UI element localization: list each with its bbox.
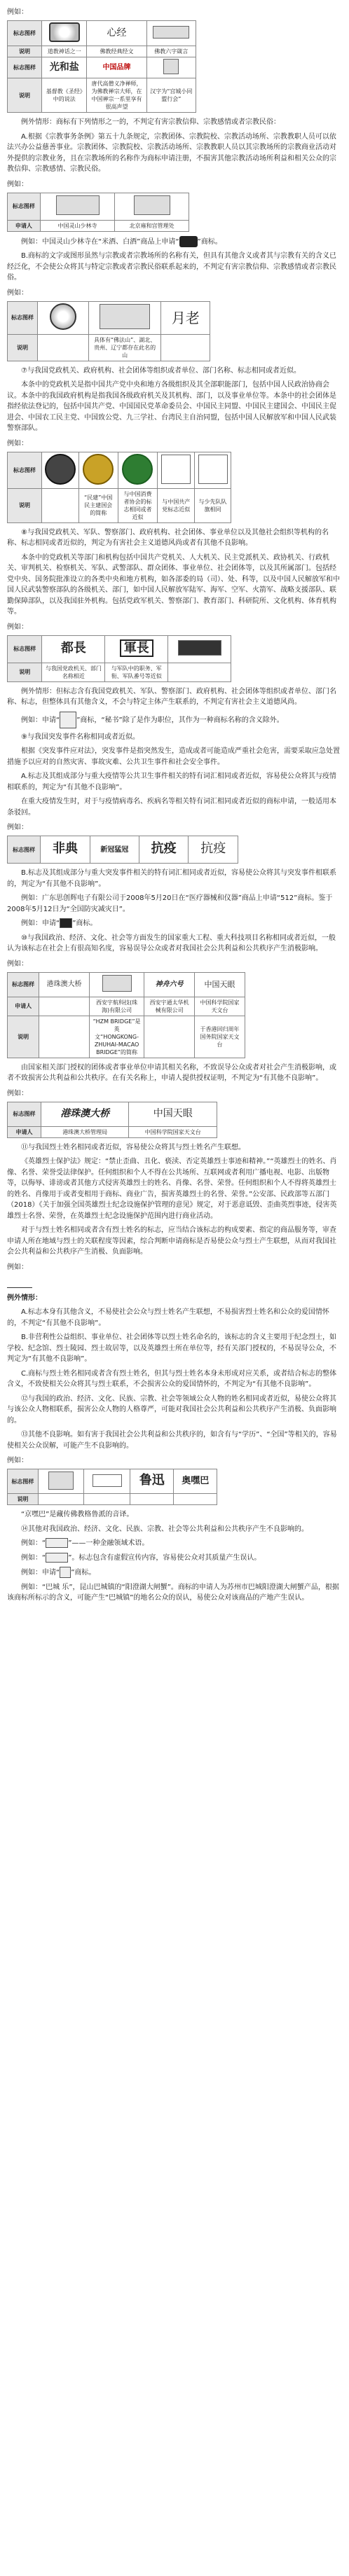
header-desc: 说明	[8, 46, 42, 57]
mark-table-projects: 标志图样 港珠澳大桥 神舟六号 中国天眼 申请人 西安宇航科技(珠海)有限公司 西安宇通太华机械有限公司 中国科学院国家天文台 说明 “HZM BRIDGE”是英文“HONGKONG-ZHUHAI-MACAO BRIDGE”的简称 于香港回归周年国务院国家天文台	[7, 972, 245, 1058]
temple-logo-icon	[56, 195, 100, 215]
mark-text: 心经	[87, 21, 146, 46]
paragraph: 例外情形：商标有下列情形之一的，不判定有害宗教信仰、宗教感情或者宗教民俗：	[21, 118, 280, 126]
martyr-name-mark-icon	[7, 1277, 32, 1288]
shaolin-mark-icon	[179, 236, 198, 247]
paragraph: A.根据《宗教事务条例》第五十九条规定，宗教团体、宗教院校、宗教活动场所、宗教教职人员可以依法兴办公益慈善事业。宗教团体、宗教院校、宗教活动场所、宗教教职人员以其宗教场所的宗教商业活动对外提供的宗教业务，且在宗教场所的名称作为商标申请注册，不损害其他宗教活动场所利益和相关公众的宗教信仰、宗教感情、宗教民俗。	[7, 132, 336, 173]
mantra-symbol-icon	[153, 26, 189, 39]
figure-mark-icon	[48, 1471, 74, 1490]
document-page: 例如： 标志图样 心经 说明 道教神话之一 佛教经典经文 佛教六字箴言 标志图样 光和盐 中国品牌 说明 基督教《圣经》中的说法 唐代高僧义净禅师，为佛教禅宗大师，在中国禅宗一系里享有很高声望 汉字为“宫城小同盟行会” 例外情形：商标有下列情形之一的，不判定有害宗教信仰、宗教感情或者宗教民俗： A.根据《宗教事务条例》第五十九条规定，宗教团体、宗教院校、宗教活动场所、宗教教职人员可以依法兴办公益慈善事业。宗教团体、宗教院校、宗教活动场所、宗教教职人员以其宗教场所的宗教商业活动对外提供的宗教业务，且在宗教场所的名称作为商标申请注册，不损害其他宗教活动场所利益和相关公众的宗教信仰、宗教感情、宗教民俗。 例如： 标志图样 申请人 中国灵山少林寺 北京雍和宫管理处 例如：中国灵山少林寺在“米酒、白酒”商品上申请“ ”商标。 B.商标的文字或图形虽然与宗教或者宗教场所的名称有关，但具有其他含义或者其与宗教有关的含义已经泛化，不会使公众将其与特定宗教或者宗教民俗联系起来的，不判定有害宗教信仰、宗教感情或者宗教民俗。 例如： 标志图样 月老 说明 具体有“佛法山”、湖北、贵州、辽宁都存在此名的山 ⑦与我国党政机关、政府机构、社会团体等组织或者单位、部门名称、标志相同或者近似。 本条中的党政机关是指中国共产党中央和地方各级组织及其全部职能部门，包括中国人民政治协商会议。本条中的我国政府机构是指我国各级政府机关及其机构、部门，以及事业单位等。本条中的社会团体是指经依法登记的，包括中国共产党、中国国民党革命委员会、中国民主同盟、中国民主建国会、中国民主促进会、中国农工民主党、中国致公党、九三学社、台湾民主自治同盟，包括中国人民解放军和中国人民武装警察部队。 例如： 标志图样 说明 “民建”中国民主建国会的简称 与中国消费者协会的标志相同或者近似 与中国共产党标志近似 与少先队队旗相同 ⑧与我国党政机关、军队、警察部门、政府机构、社会团体、事业单位以及其他社会组织等机构的名称、标志相同或者近似的，判定为有害社会主义道德风尚或者有其他不良影响。 本条中的党政机关等部门和机构包括中国共产党机关、人大机关、民主党派机关、政协机关、行政机关、审判机关、检察机关、军队、武警部队、群众团体、事业单位、社会团体等，以及其所属部门。包括经党中央、国务院批准设立的各类中央和地方机构，如各部委的局（司）、处、科等，以及中国人民解放军和中国人民武装警察部队的各级机关、部门，如中国人民解放军陆军、海军、空军、火箭军、战略支援部队、联勤保障部队，以及我国驻外机构。包括党政军机关、警察部门、教育部门、科研院所、文化机构、体育机构等。 例如： 标志图样 都長 軍長 说明 与我国党政机关、部门名称相近 与军队中的职务、军衔、军队番号等近似 例外情形：但标志含有我国党政机关、军队、警察部门、政府机构、社会团体等组织或者单位、部门名称、标志，但整体具有其他含义，不会与特定主体产生联系的，不判定有害社会主义道德风尚。 例如：申请“ ”商标，“秘书”除了是作为职位，其作为一种商标名称的含义除外。 ⑨与我国突发事件名称相同或者近似。 根据《突发事件应对法》，突发事件是指突然发生，造成或者可能造成严重社会危害，需要采取应急处置措施予以应对的自然灾害、事故灾难、公共卫生事件和社会安全事件。 A.标志及其组成部分与重大疫情等公共卫生事件相关的特有词汇相同或者近似，容易使公众将其与疫情相联系的，判定为“有其他不良影响”。 在重大疫情发生时，对于与疫情病毒名、疾病名等相关特有词汇相同或者近似的商标申请，一般适用本条驳回。 例如： 标志图样 非典 新冠猛冠 抗疫 抗疫 B.标志及其组成部分与重大突发事件相关的特有词汇相同或者近似，容易使公众将其与突发事件相联系的，判定为“有其他不良影响”。 例如：广东思创辉电子有限公司于2008年5月20日在“医疗器械和仪器”商品上申请“512”商标。鉴于2008年5月12日为“全国防灾减灾日”。 例如：申请“ ”商标。 ⑩与我国政治、经济、文化、社会等方面发生的国家重大工程、重大科技项目名称相同或者近似，一般认为该标志在社会上有很高知名度，容易误导公众或者对我国社会公共利益和公共秩序产生消极影响。 例如： 标志图样 港珠澳大桥 神舟六号 中国天眼 申请人 西安宇航科技(珠海)有限公司 西安宇通太华机械有限公司 中国科学院国家天文台 说明 “HZM BRIDGE”是英文“HONGKONG-ZHUHAI-MACAO BRIDGE”的简称 于香港回归周年国务院国家天文台 由国家相关部门授权的团体或者事业单位申请其相关名称，不致误导公众或者对社会产生消极影响，或者不致损害公共利益和公共秩序。在有关名称上，申请人提供授权证明，不判定为“有其他不良影响”。 例如： 标志图样 港珠澳大桥 中国天眼 申请人 港珠澳大桥管理局 中国科学院国家天文台 ⑪与我国烈士姓名相同或者近似，容易使公众将其与烈士姓名产生联想。 《英雄烈士保护法》规定：“禁止歪曲、丑化、亵渎、否定英雄烈士事迹和精神。”“英雄烈士的姓名、肖像、名誉、荣誉受法律保护。任何组织和个人不得在公共场所、互联网或者利用广播电视、电影、出版物等，以侮辱、诽谤或者其他方式侵害英雄烈士的姓名、肖像、名誉、荣誉。任何组织和个人不得将英雄烈士的姓名、肖像用于或者变相用于商标、商业广告，损害英雄烈士的名誉、荣誉。”公安部、民政部等五部门（2018）《关于加强全国英雄烈士纪念设施保护管理的意见》规定，对于恶意诋毁、歪曲英烈事迹，侵害英雄烈士名誉、荣誉，在英雄烈士纪念设施保护范围内进行商业活动。 对于与烈士姓名相同或者含有烈士姓名的标志，应当结合该标志的构成要素、指定的商品服务等，审查申请人所在地域与烈士的关联程度等因素，综合判断申请商标是否易使公众与烈士产生联想，从而对我国社会公共利益和公共秩序产生消极、负面影响。 例如： 例外情形： A.标志本身有其他含义，不易使社会公众与烈士姓名产生联想，不易损害烈士姓名和公众的爱国情怀的，不判定“有其他不良影响”。 B.非营利性公益组织、事业单位、社会团体等以烈士姓名命名的，该标志的含义主要用于纪念烈士，如学校、纪念馆、烈士陵园、烈士故居等，以及英雄烈士所在单位等，经有关部门授权的，不易误导公众，不判定为“有其他不良影响”。 C.商标与烈士姓名相同或者含有烈士姓名，但其与烈士姓名本身未形成对应关系，或者结合标志的整体含义，不致使相关公众将其与烈士联系，不会损害公众的爱国情怀的，不判定为“有其他不良影响”。 ⑫与我国的政治、经济、文化、民族、宗教、社会等领域公众人物的姓名相同或者近似，易使公众将其与该公众人物相联系，损害公众人物的人格尊严，可能对我国社会公共利益和公共秩序产生消极、负面影响的。 ⑬其他不良影响。如有害于我国社会公共利益和公共秩序的，如含有与“学历”、“全国”等相关的，容易使相关公众误解，可能产生不良影响的。 例如： 标志图样 鲁迅 奥嘿巴 说明 “京嘿巴”是藏传佛教格鲁派的音译。 ⑭其他对我国政治、经济、文化、民族、宗教、社会等公共利益和公共秩序产生不良影响的。 例如：“ ”——一种金融领域术语。 例如：“ ”。标志包含有虚假宣传内容，容易使公众对其质量产生误认。 例如：申请“ ”商标。 例如：“巴城 乐”，昆山巴城镇的“阳澄湖大闸蟹”。商标的申请人为苏州市巴城阳澄湖大闸蟹产品，根据该商标所标示的含义，可能产生“巴城镇”的地名公众的误认，易使公众对该商品的产地产生误认。	[7, 0, 342, 1604]
mark-table-religion: 标志图样 心经 说明 道教神话之一 佛教经典经文 佛教六字箴言 标志图样 光和盐 中国品牌 说明 基督教《圣经》中的说法 唐代高僧义净禅师，为佛教禅宗大师，在中国禅宗一系里享有很高声望 汉字为“宫城小同盟行会”	[7, 20, 196, 113]
yin-yang-icon	[50, 303, 76, 330]
mark-table-temple: 标志图样 申请人 中国灵山少林寺 北京雍和宫管理处	[7, 193, 189, 232]
emblem-icon	[45, 454, 76, 485]
seal-icon	[163, 59, 179, 74]
temple-logo-icon	[134, 195, 170, 215]
consumer-association-icon	[122, 454, 153, 485]
hzm-logo-icon	[102, 975, 132, 992]
example-label: 例如：	[7, 8, 28, 16]
mark-table-authorized: 标志图样 港珠澳大桥 中国天眼 申请人 港珠澳大桥管理局 中国科学院国家天文台	[7, 1102, 217, 1138]
mark-table-epidemic: 标志图样 非典 新冠猛冠 抗疫 抗疫	[7, 836, 238, 864]
mark-icon	[60, 918, 72, 928]
mark-image	[146, 21, 196, 46]
mark-table-army: 标志图样 都長 軍長 说明 与我国党政机关、部门名称相近 与军队中的职务、军衔、军队番号等近似	[7, 635, 231, 682]
mark-image	[42, 21, 87, 46]
secretary-mark-icon	[60, 712, 76, 728]
header-mark: 标志图样	[8, 21, 42, 46]
script-mark-icon	[93, 1474, 122, 1487]
figure-icon	[60, 1567, 71, 1578]
taoist-symbol-icon	[49, 22, 80, 42]
finance-mark-icon	[46, 1538, 68, 1548]
mark-table-mountain: 标志图样 月老 说明 具体有“佛法山”、湖北、贵州、辽宁都存在此名的山	[7, 301, 210, 361]
mountain-logo-icon	[100, 304, 150, 329]
badge-icon	[178, 640, 221, 656]
mark-table-org: 标志图样 说明 “民建”中国民主建国会的简称 与中国消费者协会的标志相同或者近似 与中国共产党标志近似 与少先队队旗相同	[7, 452, 231, 523]
mark-table-other: 标志图样 鲁迅 奥嘿巴 说明	[7, 1469, 217, 1505]
star-torch-icon	[198, 455, 228, 484]
ad-mark-icon	[46, 1553, 68, 1563]
party-emblem-icon	[83, 454, 114, 485]
hammer-sickle-icon	[161, 455, 191, 484]
